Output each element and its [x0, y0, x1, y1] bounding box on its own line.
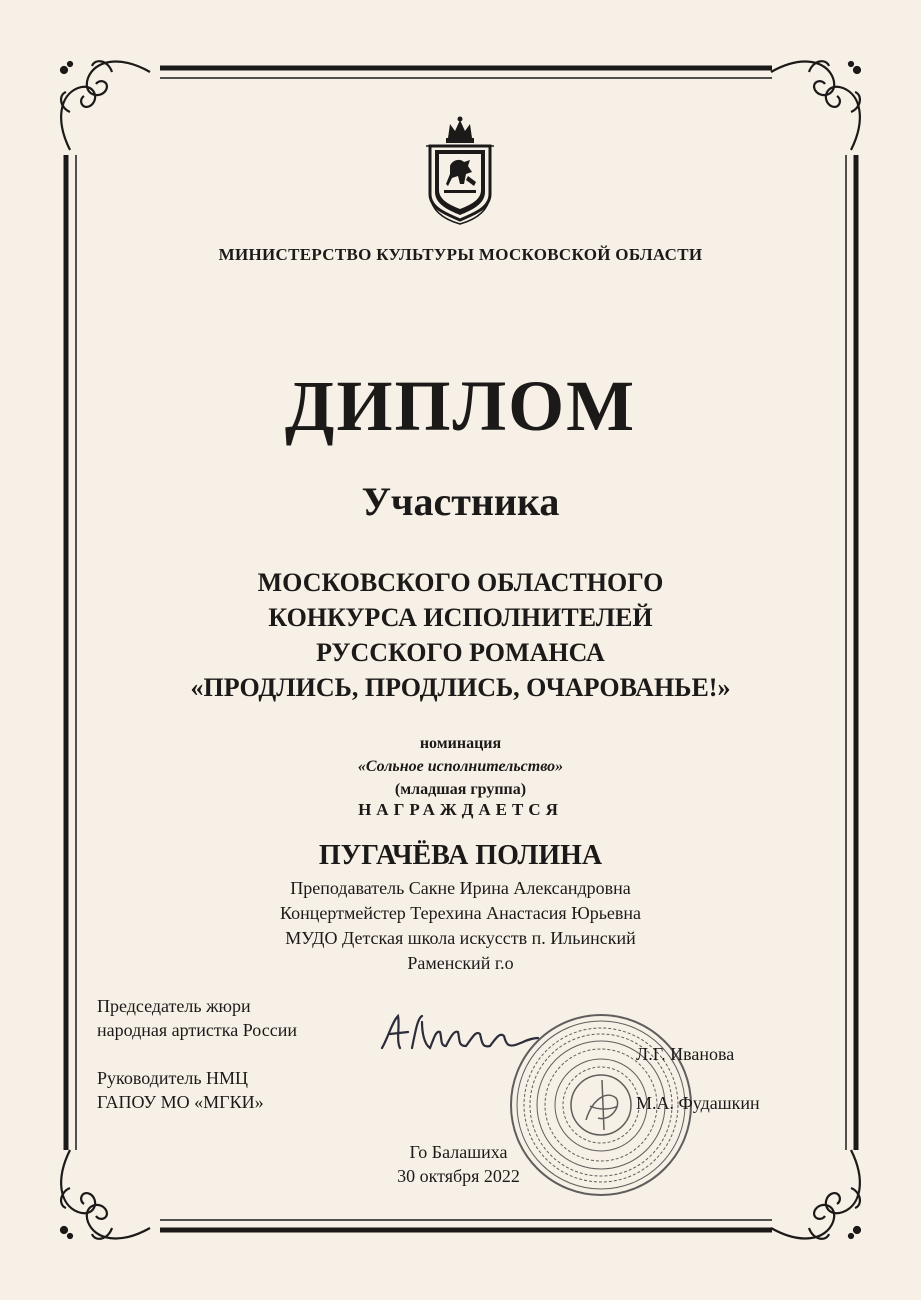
contest-line: КОНКУРСА ИСПОЛНИТЕЛЕЙ: [268, 603, 653, 632]
place-line: Го Балашиха: [409, 1142, 508, 1162]
recipient-details: [0, 876, 921, 976]
coat-of-arms-icon: [424, 116, 496, 226]
head-title-line: Руководитель НМЦ: [97, 1068, 249, 1088]
accompanist-line: Концертмейстер Терехина Анастасия Юрьевна: [279, 903, 642, 923]
teacher-line: Преподаватель Сакне Ирина Александровна: [290, 878, 631, 898]
ministry-heading: МИНИСТЕРСТВО КУЛЬТУРЫ МОСКОВСКОЙ ОБЛАСТИ: [218, 245, 703, 264]
diploma-subtitle: Участника: [361, 479, 560, 524]
diploma-title: ДИПЛОМ: [284, 366, 637, 446]
district-line: Раменский г.о: [407, 953, 514, 973]
contest-name: [0, 565, 921, 705]
jury-chair-title: [97, 994, 297, 1042]
school-line: МУДО Детская школа искусств п. Ильинский: [285, 928, 636, 948]
head-title: [97, 1066, 264, 1114]
corner-ornament-top-left: [61, 61, 150, 150]
date-line: 30 октября 2022: [397, 1166, 520, 1186]
corner-ornament-top-right: [771, 61, 860, 150]
nomination-block: [0, 732, 921, 801]
contest-line: РУССКОГО РОМАНСА: [316, 638, 605, 667]
contest-line: «ПРОДЛИСЬ, ПРОДЛИСЬ, ОЧАРОВАНЬЕ!»: [190, 673, 731, 702]
awarded-label: НАГРАЖДАЕТСЯ: [358, 800, 563, 819]
recipient-name: ПУГАЧЁВА ПОЛИНА: [318, 840, 603, 871]
head-name: М.А. Фудашкин: [636, 1093, 760, 1113]
place-and-date: [0, 1140, 921, 1188]
contest-line: МОСКОВСКОГО ОБЛАСТНОГО: [257, 568, 664, 597]
head-title-line: ГАПОУ МО «МГКИ»: [97, 1092, 264, 1112]
jury-title-line: народная артистка России: [97, 1020, 297, 1040]
jury-chair-name: Л.Г. Иванова: [636, 1044, 735, 1064]
nomination-group: (младшая группа): [394, 781, 527, 798]
nomination-name: «Сольное исполнительство»: [357, 758, 564, 775]
nomination-label: номинация: [419, 735, 502, 752]
jury-title-line: Председатель жюри: [97, 996, 251, 1016]
